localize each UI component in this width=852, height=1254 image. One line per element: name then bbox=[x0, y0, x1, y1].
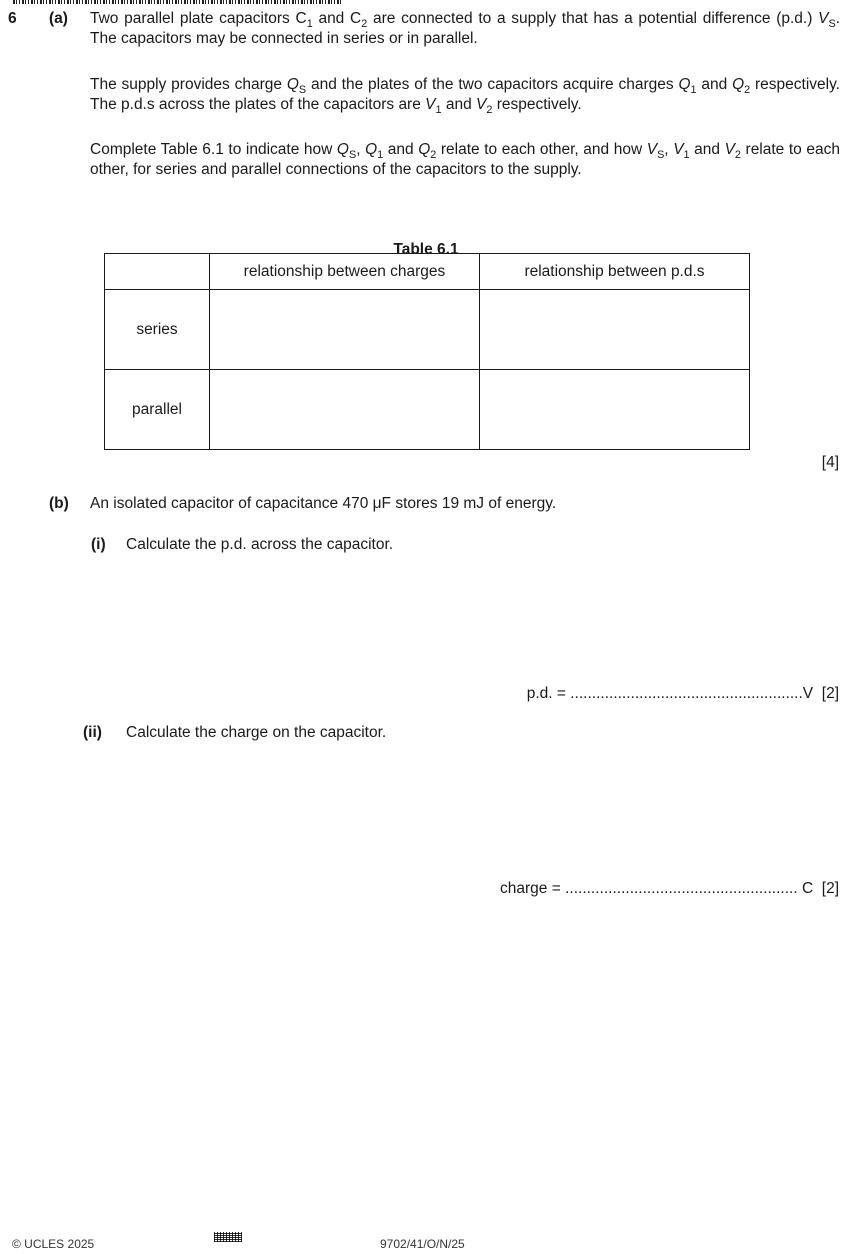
part-a-paragraph-2: The supply provides charge $Q_S$ and the plates of the two capacitors acquire charges $Q_1$ and $Q_2$ respectively. The p.d.s across the plates of the capacitors are $V_1$ and $V_2$ respectively. bbox=[90, 76, 840, 116]
charge-answer-unit: C bbox=[797, 880, 814, 897]
table-header-pds: relationship between p.d.s bbox=[480, 254, 750, 290]
pd-answer-prefix: p.d. = bbox=[526, 685, 571, 702]
footer-copyright: © UCLES 2025 bbox=[12, 1237, 95, 1251]
part-a-paragraph-1: Two parallel plate capacitors $C_1$ and $C_2$ are connected to a supply that has a potential difference (p.d.) $V_S$. The capacitors may be connected in series or in parallel. bbox=[90, 10, 840, 47]
charge-answer-line[interactable] bbox=[500, 879, 839, 899]
table-row bbox=[105, 290, 750, 370]
answer-table bbox=[104, 253, 750, 450]
part-b-ii-marks: [2] bbox=[821, 880, 839, 897]
pd-answer-dots: ...................................................... bbox=[570, 685, 803, 702]
pd-answer-unit: V bbox=[802, 685, 814, 702]
pd-answer-line[interactable] bbox=[527, 684, 839, 704]
table-caption: Table 6.1 bbox=[393, 241, 459, 258]
charge-answer-dots: ...................................................... bbox=[565, 880, 798, 897]
page-barcode bbox=[13, 0, 341, 4]
part-b-i-text: Calculate the p.d. across the capacitor. bbox=[126, 536, 394, 553]
part-a-label: (a) bbox=[49, 10, 68, 27]
part-b-ii-text: Calculate the charge on the capacitor. bbox=[126, 724, 387, 741]
series-pds-answer-cell[interactable] bbox=[480, 290, 750, 370]
row-label-parallel: parallel bbox=[105, 370, 210, 450]
part-b-text: An isolated capacitor of capacitance 470 μF stores 19 mJ of energy. bbox=[90, 495, 557, 512]
part-b-ii-label: (ii) bbox=[83, 724, 102, 741]
series-charges-answer-cell[interactable] bbox=[210, 290, 480, 370]
row-label-series: series bbox=[105, 290, 210, 370]
table-header-charges: relationship between charges bbox=[210, 254, 480, 290]
part-b-i-label: (i) bbox=[91, 536, 106, 553]
question-number: 6 bbox=[8, 10, 17, 27]
part-b-label: (b) bbox=[49, 495, 69, 512]
footer-qr-code bbox=[214, 1232, 242, 1242]
table-row bbox=[105, 370, 750, 450]
footer-paper-code: 9702/41/O/N/25 bbox=[380, 1237, 465, 1251]
parallel-charges-answer-cell[interactable] bbox=[210, 370, 480, 450]
table-header-blank bbox=[105, 254, 210, 290]
charge-answer-prefix: charge = bbox=[500, 880, 566, 897]
parallel-pds-answer-cell[interactable] bbox=[480, 370, 750, 450]
part-a-paragraph-3: Complete Table 6.1 to indicate how $Q_S$, $Q_1$ and $Q_2$ relate to each other, and how $V_S$, $V_1$ and $V_2$ relate to each other, for series and parallel connections of the capacitors to the supply. bbox=[90, 141, 840, 178]
part-a-marks: [4] bbox=[821, 454, 839, 471]
table-header-row bbox=[105, 254, 750, 290]
part-b-i-marks: [2] bbox=[821, 685, 839, 702]
